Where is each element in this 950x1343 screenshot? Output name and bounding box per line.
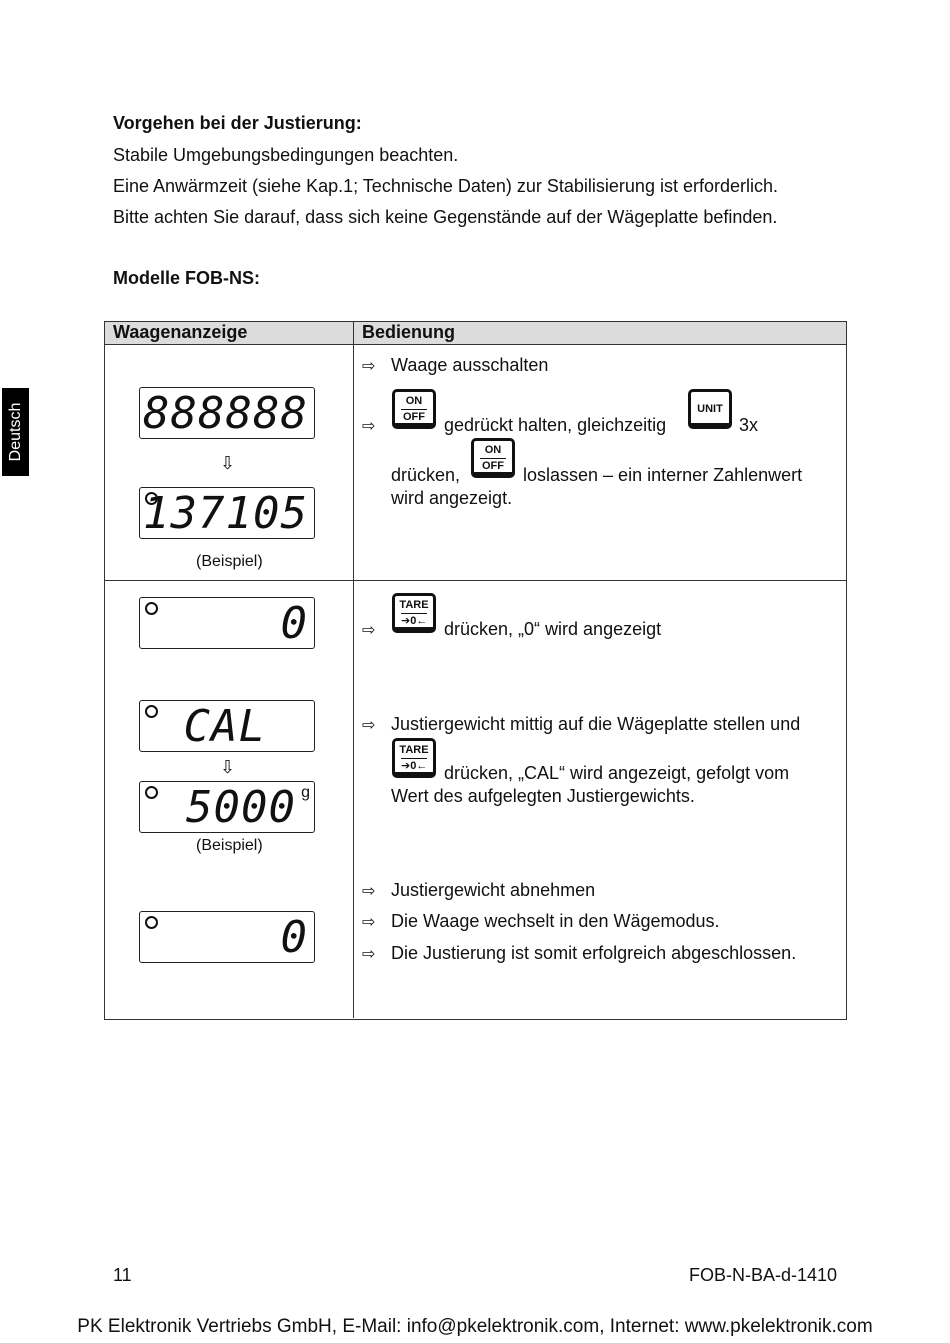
on-off-key-icon — [471, 438, 515, 478]
lcd-unit: g — [301, 784, 310, 801]
step-text: drücken, „CAL“ wird angezeigt, gefolgt vom — [444, 763, 790, 783]
lcd-value: 0 — [280, 912, 308, 963]
intro-line: Eine Anwärmzeit (siehe Kap.1; Technische Daten) zur Stabilisierung ist erforderlich. — [113, 176, 778, 196]
arrow-right-icon: ⇨ — [362, 883, 376, 900]
arrow-down-icon: ⇩ — [220, 757, 236, 777]
arrow-down-icon: ⇩ — [220, 453, 236, 473]
lcd-value: 888888 — [143, 388, 308, 439]
status-dot-icon — [145, 705, 158, 718]
arrow-right-icon: ⇨ — [362, 717, 376, 734]
key-label-tare: TARE — [399, 744, 429, 756]
step-text: loslassen – ein interner Zahlenwert — [523, 465, 803, 485]
key-label-zero: ➔0← — [401, 760, 428, 772]
step-text: Wert des aufgelegten Justiergewichts. — [391, 786, 695, 806]
intro-line: Stabile Umgebungsbedingungen beachten. — [113, 145, 459, 165]
step-text: drücken, „0“ wird angezeigt — [444, 619, 662, 639]
model-title: Modelle FOB-NS: — [113, 268, 260, 288]
key-label-unit: UNIT — [697, 403, 723, 415]
step-text: Die Justierung ist somit erfolgreich abgeschlossen. — [391, 943, 797, 963]
intro-line: Bitte achten Sie darauf, dass sich keine Gegenstände auf der Wägeplatte befinden. — [113, 207, 778, 227]
lcd-value: 0 — [280, 598, 308, 649]
key-label-on: ON — [484, 444, 502, 456]
key-label-zero: ➔0← — [401, 615, 428, 627]
lcd-value: CAL — [183, 701, 266, 752]
section-title: Vorgehen bei der Justierung: — [113, 113, 362, 133]
lcd-display — [139, 387, 315, 439]
arrow-right-icon: ⇨ — [362, 946, 376, 963]
step-text: Justiergewicht mittig auf die Wägeplatte stellen und — [391, 714, 801, 734]
language-tab-label: Deutsch — [6, 402, 24, 462]
arrow-right-icon: ⇨ — [362, 418, 376, 435]
column-header-operation: Bedienung — [362, 322, 455, 342]
unit-key-icon — [688, 389, 732, 429]
lcd-value: 137105 — [143, 488, 308, 539]
lcd-display — [139, 781, 315, 833]
language-tab — [2, 388, 29, 476]
step-text: 3x — [739, 415, 759, 435]
step-text: Die Waage wechselt in den Wägemodus. — [391, 911, 720, 931]
column-header-display: Waagenanzeige — [113, 322, 248, 342]
example-caption: (Beispiel) — [196, 553, 263, 570]
status-dot-icon — [145, 602, 158, 615]
step-text: gedrückt halten, gleichzeitig — [444, 415, 667, 435]
company-footer: PK Elektronik Vertriebs GmbH, E-Mail: info@pkelektronik.com, Internet: www.pkelektronik.com — [77, 1316, 873, 1337]
lcd-display — [139, 911, 315, 963]
step-text: Justiergewicht abnehmen — [391, 880, 596, 900]
status-dot-icon — [145, 786, 158, 799]
key-label-off: OFF — [482, 460, 504, 472]
example-caption: (Beispiel) — [196, 837, 263, 854]
arrow-right-icon: ⇨ — [362, 622, 376, 639]
column-divider — [353, 322, 354, 1018]
status-dot-icon — [145, 916, 158, 929]
on-off-key-icon — [392, 389, 436, 429]
document-code: FOB-N-BA-d-1410 — [688, 1265, 837, 1285]
page-number: 11 — [113, 1265, 132, 1285]
step-text: wird angezeigt. — [391, 488, 513, 508]
lcd-value: 5000 — [186, 782, 296, 833]
lcd-display — [139, 700, 315, 752]
tare-key-icon — [392, 738, 436, 778]
step-text: Waage ausschalten — [391, 355, 549, 375]
lcd-display — [139, 597, 315, 649]
arrow-right-icon: ⇨ — [362, 914, 376, 931]
key-label-off: OFF — [403, 411, 425, 423]
key-label-tare: TARE — [399, 599, 429, 611]
tare-key-icon — [392, 593, 436, 633]
key-label-on: ON — [405, 395, 423, 407]
arrow-right-icon: ⇨ — [362, 358, 376, 375]
lcd-display — [139, 487, 315, 539]
step-text: drücken, — [391, 465, 461, 485]
row-divider — [105, 580, 846, 581]
